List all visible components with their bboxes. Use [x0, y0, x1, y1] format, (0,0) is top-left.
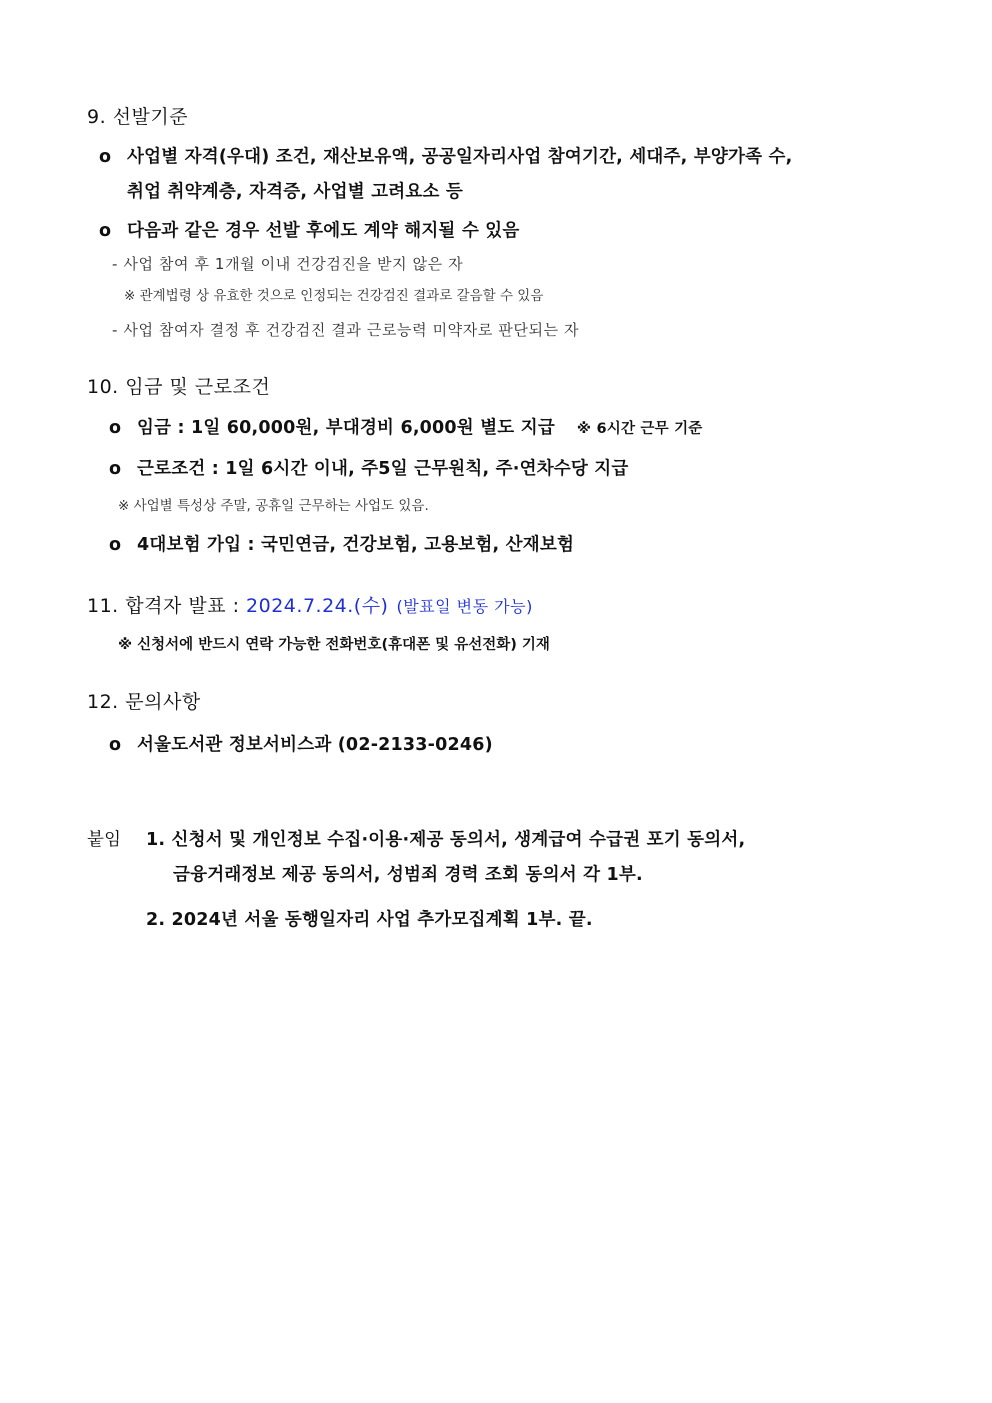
- bullet-marker: o: [109, 459, 122, 479]
- section-9-title: 9. 선발기준: [87, 106, 189, 128]
- s9-dash-item-1: - 사업 참여 후 1개월 이내 건강검진을 받지 않은 자: [112, 255, 464, 273]
- section-10-title: 10. 임금 및 근로조건: [87, 376, 271, 398]
- s9-bullet-1: [99, 143, 792, 168]
- s10-insurance-text: 4대보험 가입 : 국민연금, 건강보험, 고용보험, 산재보험: [137, 535, 575, 555]
- s10-bullet-insurance: [109, 531, 574, 556]
- s12-contact-text: 서울도서관 정보서비스과 (02-2133-0246): [137, 735, 493, 755]
- s9-bullet-1-continuation: 취업 취약계층, 자격증, 사업별 고려요소 등: [127, 182, 463, 202]
- s11-note: ※ 신청서에 반드시 연락 가능한 전화번호(휴대폰 및 유선전화) 기재: [118, 637, 550, 653]
- bullet-marker: o: [109, 418, 122, 438]
- s9-bullet-2-text: 다음과 같은 경우 선발 후에도 계약 해지될 수 있음: [127, 221, 520, 241]
- section-12-title: 12. 문의사항: [87, 691, 201, 713]
- s11-title-text: 11. 합격자 발표 :: [87, 595, 247, 617]
- s10-conditions-note: ※ 사업별 특성상 주말, 공휴일 근무하는 사업도 있음.: [118, 498, 429, 514]
- s10-conditions-text: 근로조건 : 1일 6시간 이내, 주5일 근무원칙, 주·연차수당 지급: [137, 459, 629, 479]
- s12-bullet-contact: [109, 731, 493, 756]
- s10-bullet-conditions: [109, 455, 629, 480]
- attachment-item-1-continuation: 금융거래정보 제공 동의서, 성범죄 경력 조회 동의서 각 1부.: [173, 865, 643, 885]
- s10-wage-text: 임금 : 1일 60,000원, 부대경비 6,000원 별도 지급: [137, 418, 555, 438]
- bullet-marker: o: [99, 147, 112, 167]
- attachment-item-1: 1. 신청서 및 개인정보 수집·이용·제공 동의서, 생계급여 수급권 포기 동의서,: [146, 830, 746, 850]
- s10-wage-note: ※ 6시간 근무 기준: [576, 421, 703, 437]
- announcement-date-note: (발표일 변동 가능): [396, 597, 533, 616]
- announcement-date: 2024.7.24.(수): [246, 595, 389, 617]
- bullet-marker: o: [99, 221, 112, 241]
- s9-dash-item-2: - 사업 참여자 결정 후 건강검진 결과 근로능력 미약자로 판단되는 자: [112, 321, 580, 339]
- bullet-marker: o: [109, 735, 122, 755]
- s9-bullet-2: [99, 217, 519, 242]
- attachment-item-2: 2. 2024년 서울 동행일자리 사업 추가모집계획 1부. 끝.: [146, 910, 593, 930]
- s10-bullet-wage: [109, 414, 703, 439]
- section-11-title: [87, 591, 533, 618]
- attachment-label: 붙임: [87, 830, 122, 850]
- bullet-marker: o: [109, 535, 122, 555]
- s9-bullet-1-text: 사업별 자격(우대) 조건, 재산보유액, 공공일자리사업 참여기간, 세대주, 부양가족 수,: [127, 147, 793, 167]
- s9-dash-item-1-note: ※ 관계법령 상 유효한 것으로 인정되는 건강검진 결과로 갈음할 수 있음: [124, 288, 544, 304]
